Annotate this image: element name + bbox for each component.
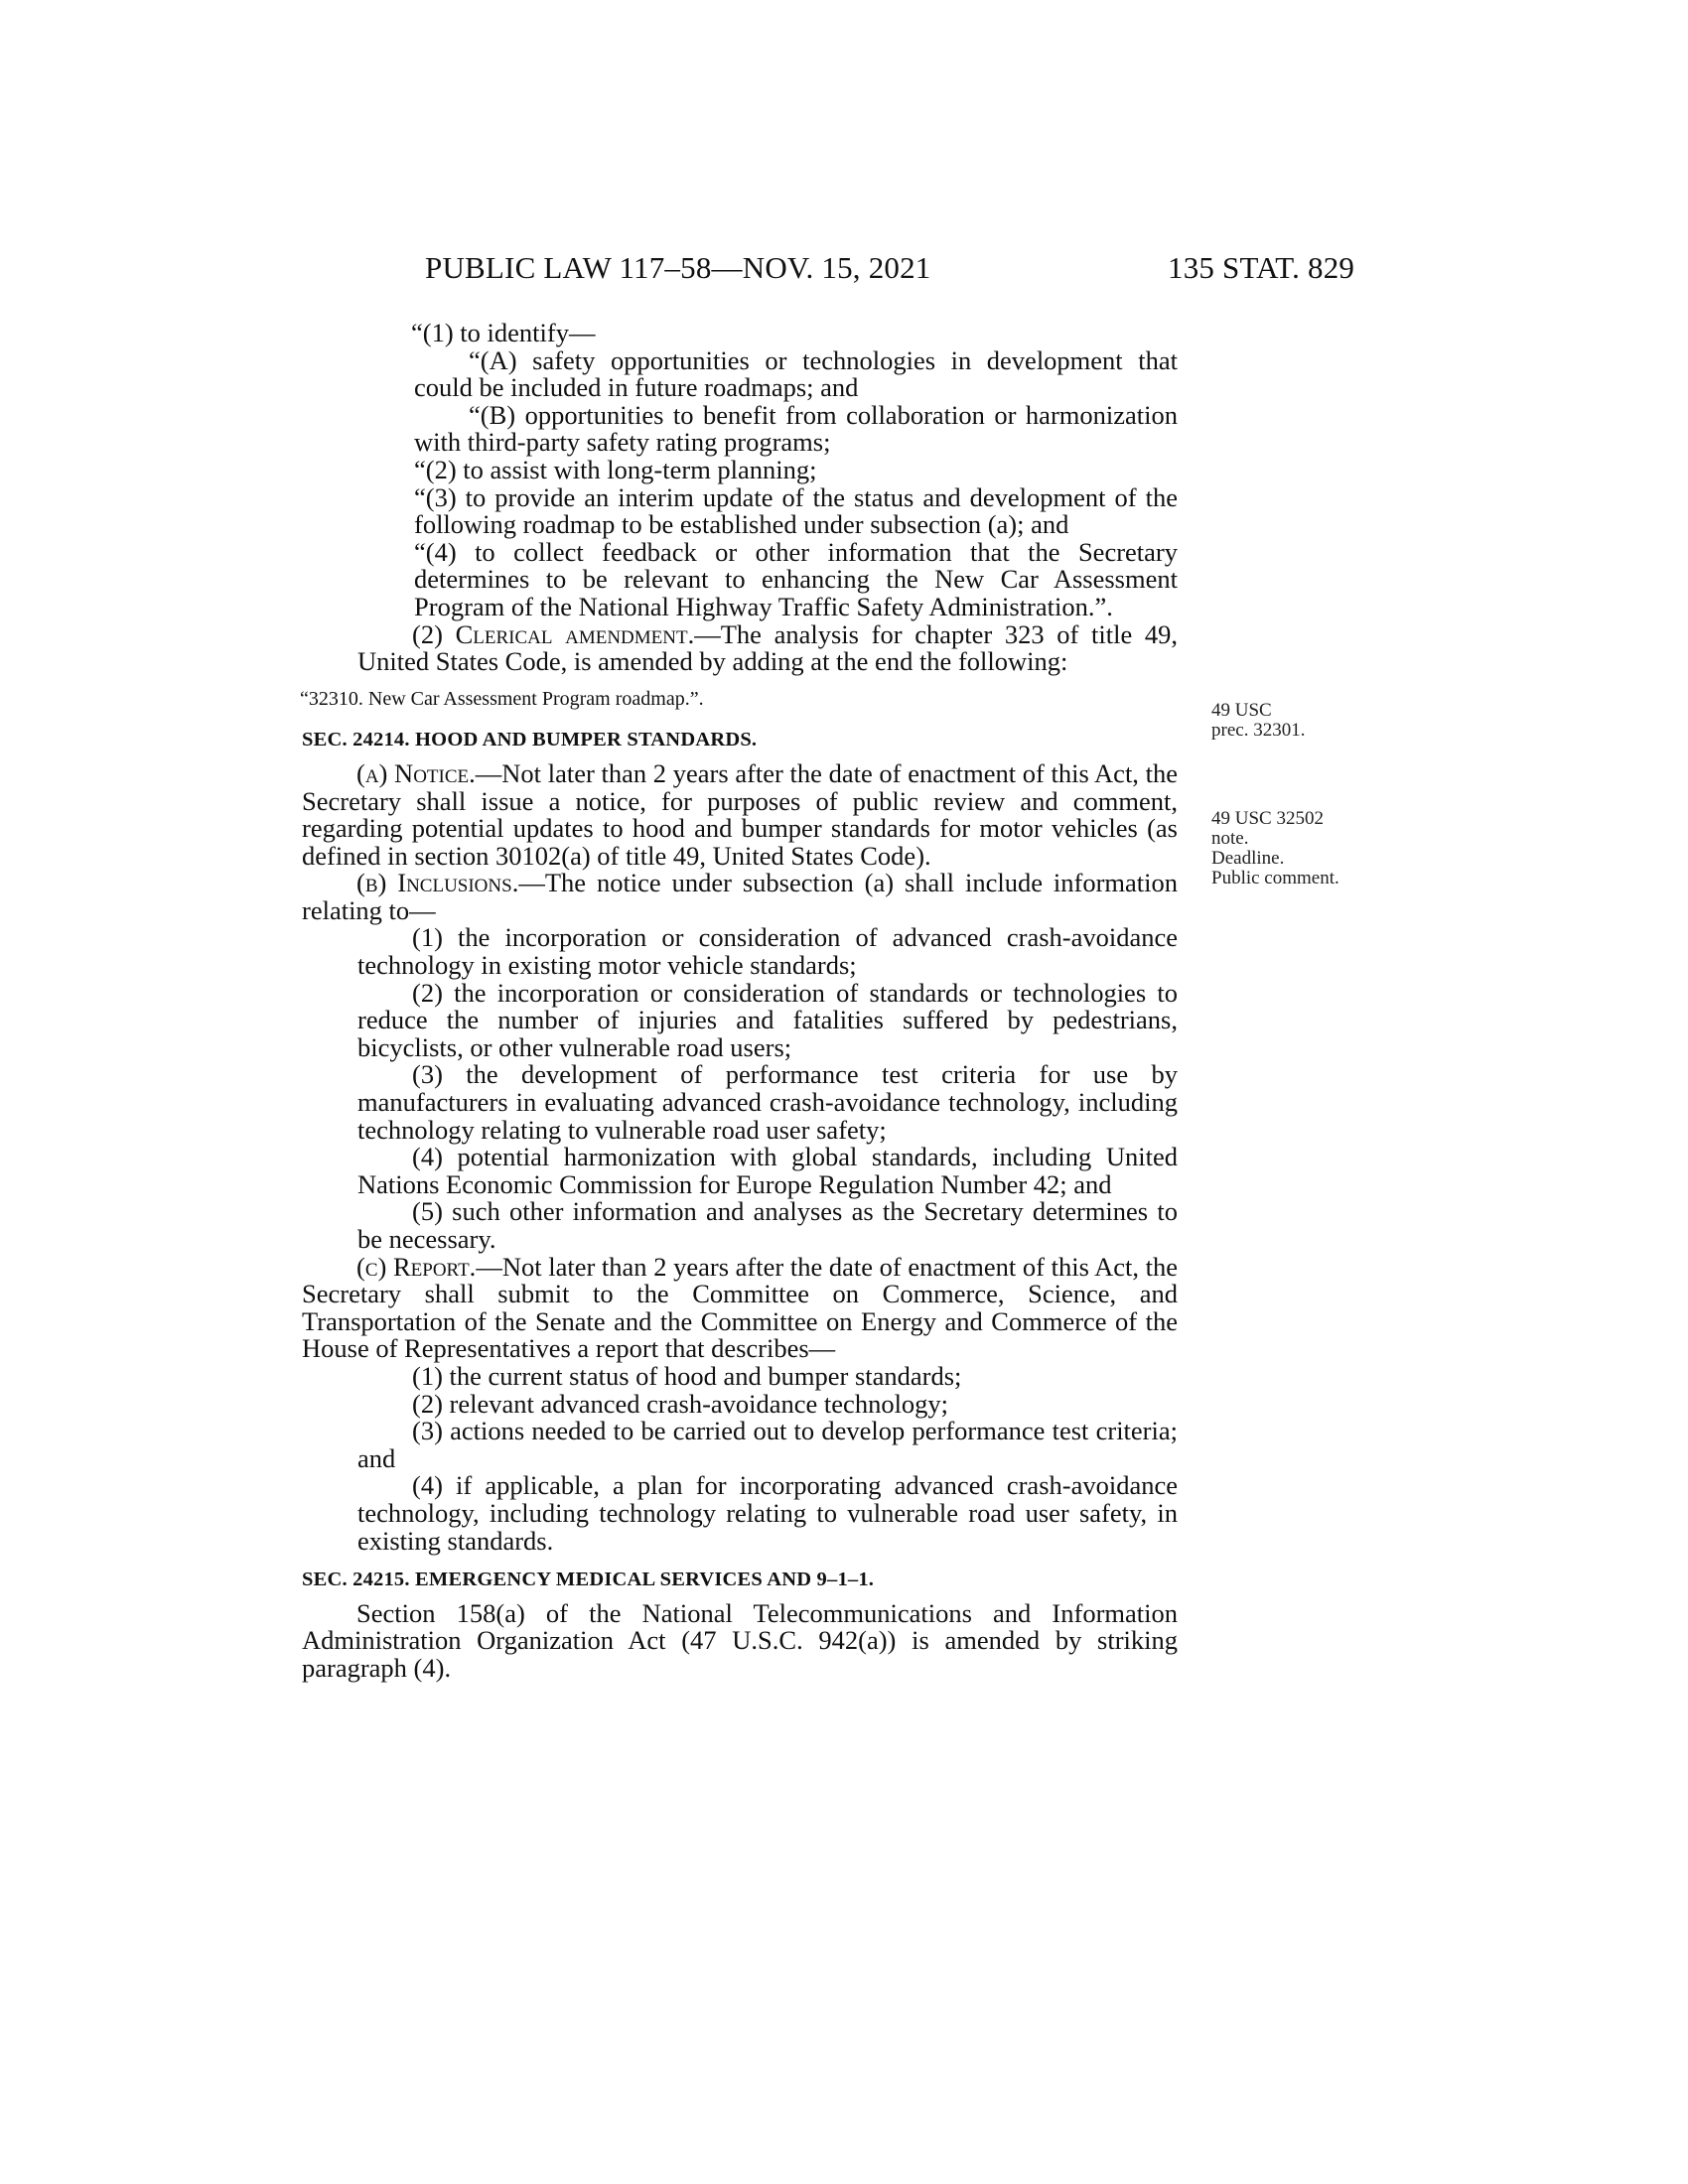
subsection-b-label: (b) Inclusions.: [356, 868, 519, 898]
clerical-amendment-text: —The analysis for chapter 323 of title 49, United States Code, is amended by adding at the end the following:: [357, 618, 1178, 677]
page-number: 135 STAT. 829: [1168, 250, 1355, 285]
subsection-b-text: —The notice under subsection (a) shall include information relating to—: [302, 868, 1178, 925]
paragraph: “(4) to collect feedback or other information that the Secretary determines to be relevant to enhancing the New Car Assessment Program of the National Highway Traffic Safety Administration.”.: [414, 536, 1178, 621]
margin-note-1: [1211, 701, 1305, 741]
paragraph: (2) relevant advanced crash-avoidance technology;: [412, 1388, 949, 1419]
paragraph: (5) such other information and analyses as the Secretary determines to be necessary.: [357, 1196, 1178, 1254]
paragraph: “(2) to assist with long-term planning;: [414, 454, 817, 484]
paragraph: (2) the incorporation or consideration of standards or technologies to reduce the number of injuries and fatalities suffered by pedestrians, bicyclists, or other vulnerable road users;: [357, 977, 1178, 1062]
section-heading: SEC. 24214. HOOD AND BUMPER STANDARDS.: [302, 729, 758, 751]
paragraph: (3) actions needed to be carried out to develop performance test criteria; and: [357, 1416, 1178, 1473]
document-body: [302, 320, 1178, 1683]
subsection-a-text: —Not later than 2 years after the date of enactment of this Act, the Secretary shall issue a notice, for purposes of public review and comment, regarding potential updates to hood and bumper standards for motor vehicles (as defined in section 30102(a) of title 49, United States Code).: [302, 757, 1178, 871]
header-title: PUBLIC LAW 117–58—NOV. 15, 2021: [425, 250, 931, 285]
margin-note-2: [1211, 809, 1339, 888]
subsection-c: [302, 1251, 1179, 1364]
paragraph: (4) if applicable, a plan for incorporating advanced crash-avoidance technology, including technology relating to vulnerable road user safety, in existing standards.: [357, 1470, 1178, 1556]
subsection-a: [302, 757, 1178, 871]
paragraph: (4) potential harmonization with global standards, including United Nations Economic Commission for Europe Regulation Number 42; and: [357, 1142, 1178, 1199]
subsection-a-label: (a) Notice.: [356, 757, 476, 788]
analysis-entry: “32310. New Car Assessment Program roadmap.”.: [300, 687, 704, 710]
margin-note-line: 49 USC 32502: [1211, 808, 1324, 829]
margin-note-line: Public comment.: [1211, 868, 1339, 888]
paragraph: Section 158(a) of the National Telecommunications and Information Administration Organization Act (47 U.S.C. 942(a)) is amended by striking paragraph (4).: [302, 1597, 1178, 1683]
margin-note-line: 49 USC: [1211, 700, 1272, 721]
clerical-amendment: [302, 618, 1178, 677]
clerical-amendment-label: (2) Clerical amendment.: [412, 618, 695, 649]
paragraph: “(A) safety opportunities or technologies in development that could be included in future roadmaps; and: [414, 344, 1178, 403]
section-heading: SEC. 24215. EMERGENCY MEDICAL SERVICES AND 9–1–1.: [302, 1569, 875, 1591]
page-header: [0, 250, 1688, 290]
paragraph: “(B) opportunities to benefit from collaboration or harmonization with third-party safety rating programs;: [414, 399, 1178, 458]
margin-note-line: note.: [1211, 828, 1249, 849]
paragraph: “(3) to provide an interim update of the status and development of the following roadmap to be established under subsection (a); and: [414, 481, 1178, 540]
paragraph: (1) the current status of hood and bumper standards;: [412, 1360, 962, 1391]
paragraph: “(1) to identify—: [411, 318, 596, 347]
paragraph: (3) the development of performance test criteria for use by manufacturers in evaluating advanced crash-avoidance technology, including technology relating to vulnerable road user safety;: [357, 1059, 1178, 1145]
paragraph: (1) the incorporation or consideration of advanced crash-avoidance technology in existing motor vehicle standards;: [357, 922, 1178, 981]
subsection-b: [302, 870, 1178, 924]
subsection-c-label: (c) Report.: [356, 1251, 477, 1282]
margin-note-line: prec. 32301.: [1211, 720, 1306, 741]
subsection-c-text: —Not later than 2 years after the date of enactment of this Act, the Secretary shall submit to the Committee on Commerce, Science, and Transportation of the Senate and the Committee on Energy and Commerce of the House of Representatives a report that describes—: [302, 1251, 1179, 1364]
margin-note-line: Deadline.: [1211, 848, 1285, 869]
